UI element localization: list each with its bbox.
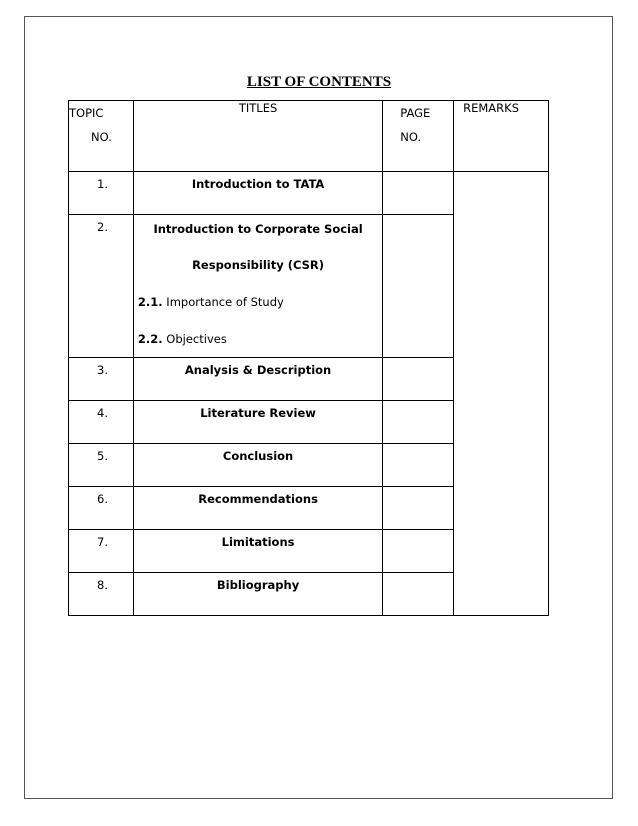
topic-number: 4. <box>69 401 134 444</box>
page-no-cell <box>383 401 454 444</box>
page-no-cell <box>383 215 454 358</box>
topic-title: Introduction to Corporate Social Responsibility (CSR) 2.1. Importance of Study 2.2. Objectives <box>133 215 382 358</box>
topic-title: Analysis & Description <box>133 358 382 401</box>
page-no-cell <box>383 358 454 401</box>
topic-number: 2. <box>69 215 134 358</box>
header-page-no: PAGE NO. <box>383 101 454 172</box>
topic-number: 3. <box>69 358 134 401</box>
topic-title: Conclusion <box>133 444 382 487</box>
page-no-cell <box>383 573 454 616</box>
topic-number: 1. <box>69 172 134 215</box>
header-titles: TITLES <box>133 101 382 172</box>
remarks-cell <box>454 172 549 616</box>
subtopic-importance: 2.1. Importance of Study <box>137 295 284 309</box>
contents-table <box>68 100 549 616</box>
page-no-cell <box>383 487 454 530</box>
page-no-cell <box>383 172 454 215</box>
topic-title: Bibliography <box>133 573 382 616</box>
page-no-cell <box>383 530 454 573</box>
table-row <box>69 172 549 215</box>
topic-number: 7. <box>69 530 134 573</box>
header-row <box>69 101 549 172</box>
topic-number: 6. <box>69 487 134 530</box>
topic-number: 5. <box>69 444 134 487</box>
header-topic-no: TOPIC NO. <box>69 101 134 172</box>
topic-number: 8. <box>69 573 134 616</box>
page-no-cell <box>383 444 454 487</box>
topic-title: Limitations <box>133 530 382 573</box>
topic-title: Recommendations <box>133 487 382 530</box>
document-title: LIST OF CONTENTS <box>246 74 392 90</box>
subtopic-objectives: 2.2. Objectives <box>137 332 227 346</box>
topic-title: Introduction to TATA <box>133 172 382 215</box>
topic-title: Literature Review <box>133 401 382 444</box>
header-remarks: REMARKS <box>454 101 549 172</box>
